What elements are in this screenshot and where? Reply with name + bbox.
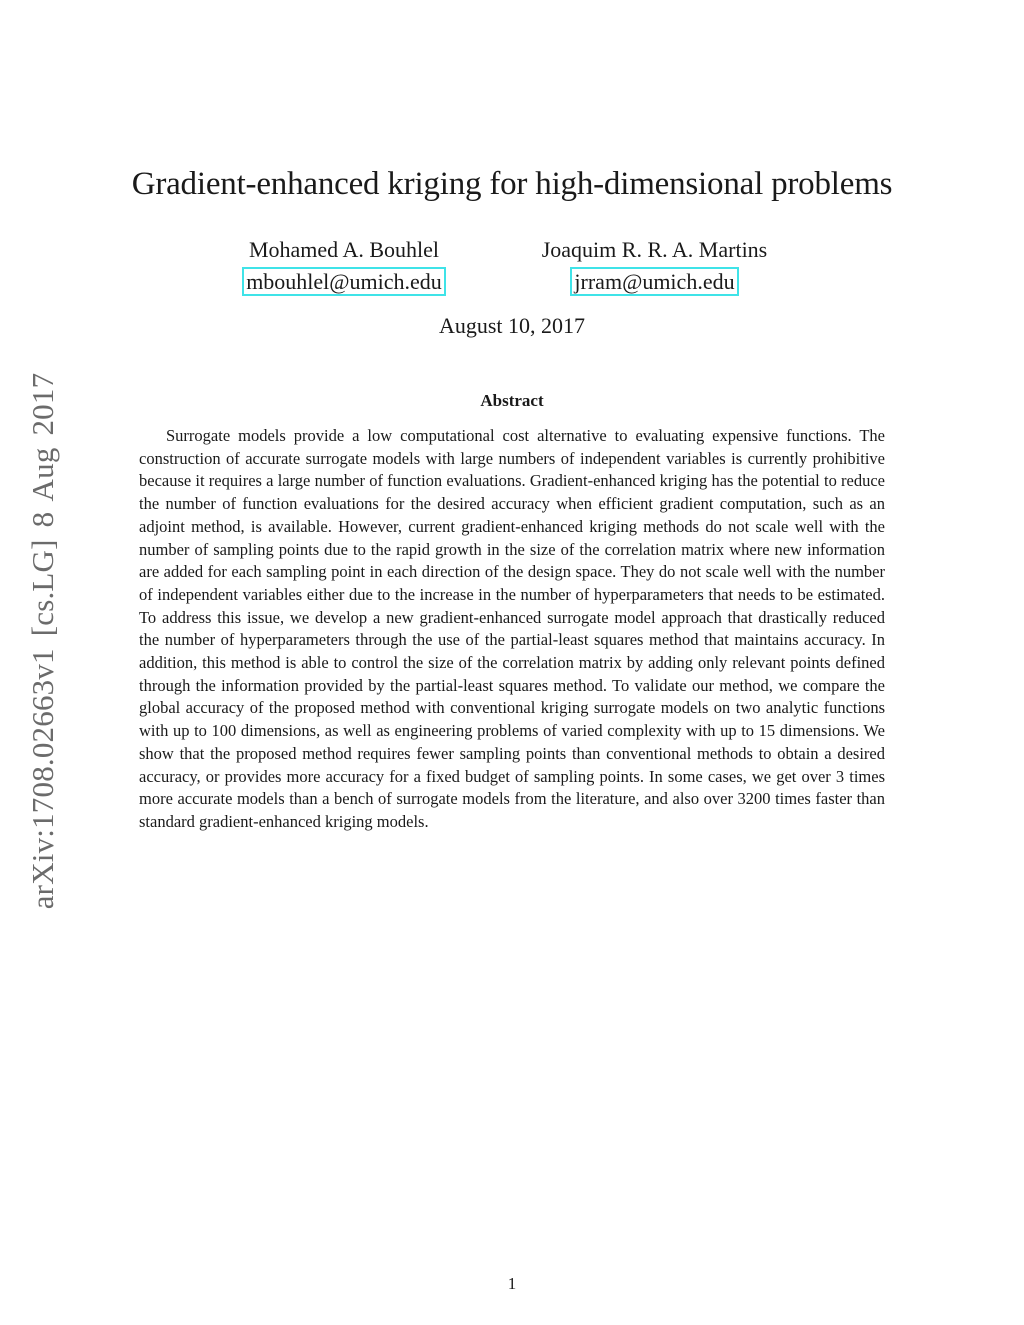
abstract-body: Surrogate models provide a low computational cost alternative to evaluating expensive functions. The construction of accurate surrogate models with large numbers of independent variables is currently prohibitive because it requires a large number of function evaluations. Gradient-enhanced kriging has the potential to reduce the number of function evaluations for the desired accuracy when efficient gradient computation, such as an adjoint method, is available. However, current gradient-enhanced kriging methods do not scale well with the number of sampling points due to the rapid growth in the size of the correlation matrix where new information are added for each sampling point in each direction of the design space. They do not scale well with the number of independent variables either due to the increase in the number of hyperparameters that needs to be estimated. To address this issue, we develop a new gradient-enhanced surrogate model approach that drastically reduced the number of hyperparameters through the use of the partial-least squares method that maintains accuracy. In addition, this method is able to control the size of the correlation matrix by adding only relevant points defined through the information provided by the partial-least squares method. To validate our method, we compare the global accuracy of the proposed method with conventional kriging surrogate models on two analytic functions with up to 100 dimensions, as well as engineering problems of varied complexity with up to 15 dimensions. We show that the proposed method requires fewer sampling points than conventional methods to obtain a desired accuracy, or provides more accuracy for a fixed budget of sampling points. In some cases, we get over 3 times more accurate models than a bench of surrogate models from the literature, and also over 3200 times faster than standard gradient-enhanced kriging models.: [139, 426, 885, 831]
abstract-heading: Abstract: [480, 391, 544, 410]
paper-date: August 10, 2017: [438, 313, 586, 338]
author-block-2: [506, 236, 803, 296]
author-name-1: Mohamed A. Bouhlel: [248, 237, 440, 262]
author-name-2: Joaquim R. R. A. Martins: [541, 237, 768, 262]
author-email-link-2[interactable]: jrram@umich.edu: [570, 267, 738, 296]
page-number: 1: [507, 1274, 517, 1293]
paper-title: Gradient-enhanced kriging for high-dimensional problems: [131, 166, 893, 202]
arxiv-identifier-text: arXiv:1708.02663v1 [cs.LG] 8 Aug 2017: [25, 372, 60, 910]
author-email-link-1[interactable]: mbouhlel@umich.edu: [242, 267, 446, 296]
author-block-1: [231, 236, 457, 296]
